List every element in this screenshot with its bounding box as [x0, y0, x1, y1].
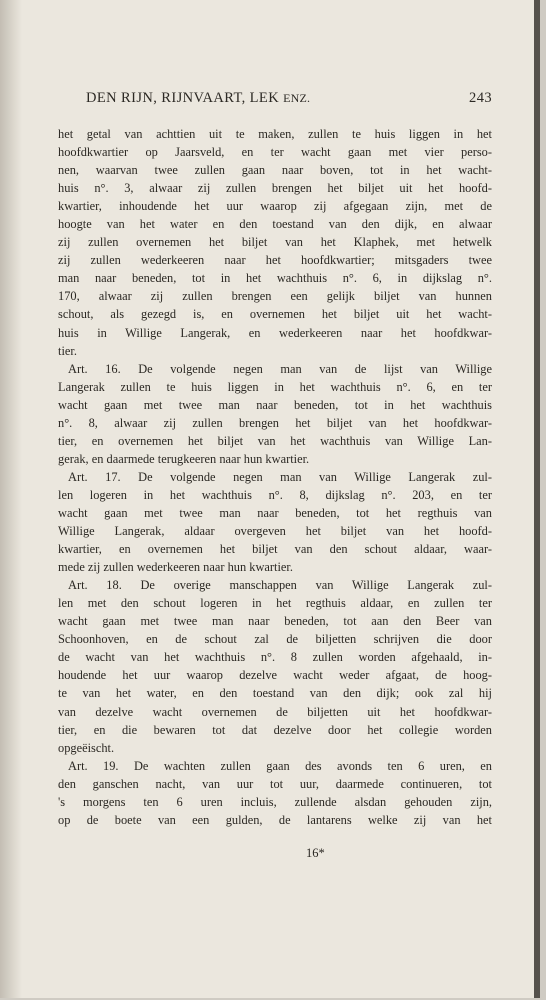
text-line: Langerak zullen te huis liggen in het wachthuis n°. 6, en ter	[58, 379, 492, 394]
body-text	[58, 125, 492, 829]
text-line: zij zullen wederkeeren naar het hoofdkwartier; mitsgaders twee	[58, 253, 492, 268]
text-line: Willige Langerak, aldaar overgeven het biljet van het hoofd-	[58, 524, 492, 539]
text-line: Art. 16. De volgende negen man van de lijst van Willige	[68, 361, 492, 376]
text-line: wacht gaan met twee man naar beneden, tot aan den Beer van	[58, 614, 492, 629]
text-line: van dezelve wacht overnemen de biljetten uit het hoofdkwar-	[58, 704, 492, 719]
text-line: Schoonhoven, en de schout zal de biljetten schrijven die door	[58, 632, 492, 647]
text-line: den ganschen nacht, van uur tot uur, daarmede continueren, tot	[58, 776, 492, 791]
text-line: kwartier, en overnemen het biljet van den schout aldaar, waar-	[58, 542, 492, 557]
text-line: tier, en overnemen het biljet van het wachthuis van Willige Lan-	[58, 433, 492, 448]
text-line: nen, waarvan twee zullen gaan naar boven, tot in het wacht-	[58, 163, 492, 178]
text-line: te van het water, en den toestand van den dijk; ook zal hij	[58, 686, 492, 701]
header-title-main: DEN RIJN, RIJNVAART, LEK	[86, 90, 280, 106]
text-line: wacht gaan met twee man naar beneden, tot het regthuis van	[58, 505, 492, 520]
page-number: 243	[469, 90, 492, 106]
text-line: man naar beneden, tot in het wachthuis n°. 6, in dijkslag n°.	[58, 271, 492, 286]
text-line: schout, als gezegd is, en overnemen het biljet uit het wacht-	[58, 307, 492, 322]
text-line: 170, alwaar zij zullen brengen een gelijk biljet van hunnen	[58, 289, 492, 304]
signature-mark: 16*	[306, 846, 325, 860]
text-line: opgeëischt.	[58, 740, 115, 755]
header-title-suffix: ENZ.	[283, 91, 311, 105]
text-line: houdende het uur waarop dezelve wacht weder afgaat, de hoog-	[58, 668, 492, 683]
running-header	[86, 90, 492, 107]
header-title	[86, 90, 310, 107]
text-line: mede zij zullen wederkeeren naar hun kwartier.	[58, 560, 293, 575]
text-line: gerak, en daarmede terugkeeren naar hun kwartier.	[58, 451, 310, 466]
text-line: wacht gaan met twee man naar beneden, tot in het wachthuis	[58, 397, 492, 412]
text-line: hoogte van het water en den toestand van den dijk, en alwaar	[58, 217, 492, 232]
text-line: Art. 18. De overige manschappen van Willige Langerak zul-	[68, 578, 492, 593]
text-line: kwartier, inhoudende het uur waarop zij afgegaan zijn, met de	[58, 199, 492, 214]
text-line: tier.	[58, 343, 77, 358]
text-line: hoofdkwartier op Jaarsveld, en ter wacht gaan met vier perso-	[58, 145, 492, 160]
text-line: huis in Willige Langerak, en wederkeeren naar het hoofdkwar-	[58, 325, 492, 340]
spine-shadow	[0, 0, 22, 998]
text-line: len logeren in het wachthuis n°. 8, dijkslag n°. 203, en ter	[58, 487, 492, 502]
text-line: de wacht van het wachthuis n°. 8 zullen worden afgehaald, in-	[58, 650, 492, 665]
text-line: huis n°. 3, alwaar zij zullen brengen het biljet uit het hoofd-	[58, 181, 492, 196]
text-line: len met den schout logeren in het regthuis aldaar, en zullen ter	[58, 596, 492, 611]
text-line: zij zullen overnemen het biljet van het Klaphek, met hetwelk	[58, 235, 492, 250]
text-line: Art. 19. De wachten zullen gaan des avonds ten 6 uren, en	[68, 758, 492, 773]
text-line: 's morgens ten 6 uren incluis, zullende alsdan gehouden zijn,	[58, 794, 492, 809]
text-line: Art. 17. De volgende negen man van Willige Langerak zul-	[68, 469, 492, 484]
text-line: op de boete van een gulden, de lantarens welke zij van het	[58, 812, 492, 827]
text-line: het getal van achttien uit te maken, zullen te huis liggen in het	[58, 127, 492, 141]
text-line: n°. 8, alwaar zij zullen brengen het biljet van het hoofdkwar-	[58, 415, 492, 430]
text-line: tier, en die bewaren tot dat dezelve door het collegie worden	[58, 722, 492, 737]
